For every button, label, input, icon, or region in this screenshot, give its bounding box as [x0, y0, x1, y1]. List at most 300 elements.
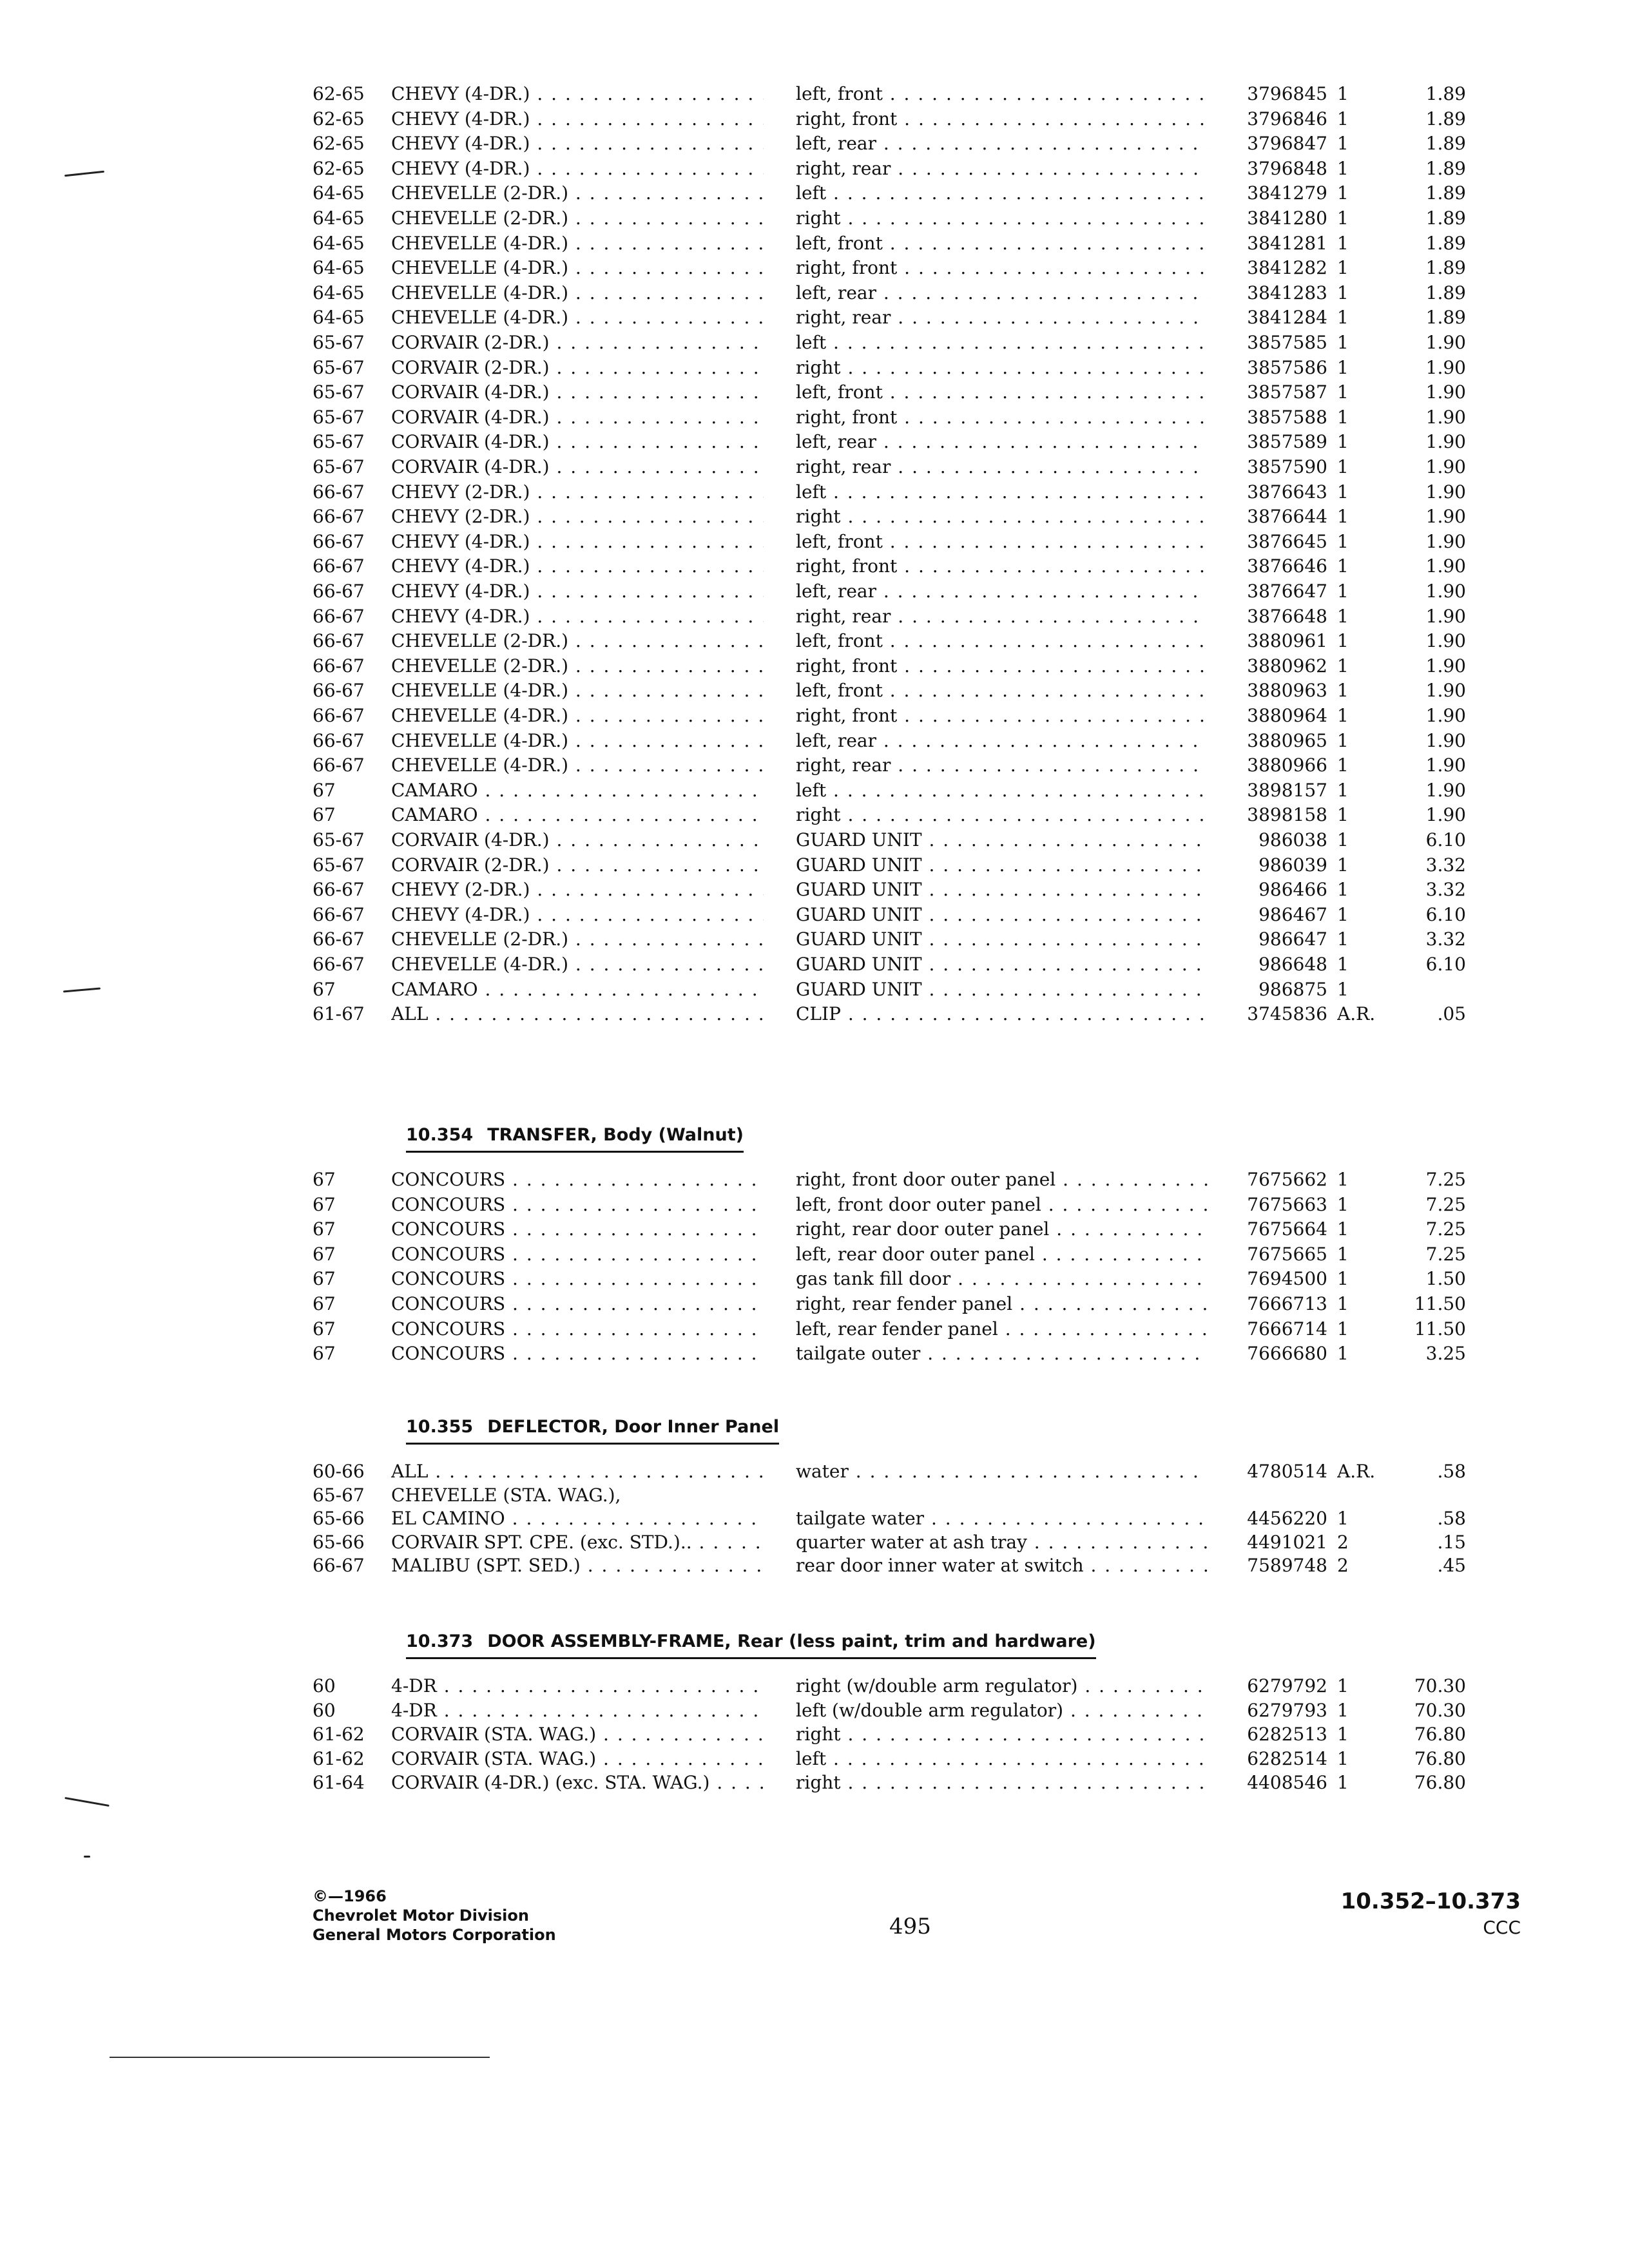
- table-row: [0, 181, 1629, 206]
- part-number-cell: 7694500: [1247, 1268, 1327, 1290]
- price-cell: 1.90: [1425, 356, 1466, 378]
- part-number-cell: 4408546: [1247, 1772, 1327, 1793]
- model-cell: CAMARO . . .: [391, 977, 764, 1002]
- quantity-cell: 1: [1337, 232, 1349, 254]
- description-cell: right . . .: [796, 505, 1208, 529]
- quantity-cell: 1: [1337, 431, 1349, 453]
- description-cell: CLIP . . .: [796, 1002, 1208, 1026]
- year-cell: 66-67: [313, 903, 365, 925]
- description-cell: right, rear . . .: [796, 455, 1208, 479]
- model-cell: CONCOURS . . .: [391, 1168, 764, 1192]
- price-cell: 1.90: [1425, 705, 1466, 726]
- table-row: [0, 1459, 1629, 1484]
- part-number-cell: 3796847: [1247, 133, 1327, 155]
- model-cell: CHEVY (4-DR.) . . .: [391, 157, 764, 181]
- table-row: [0, 380, 1629, 405]
- corporation-name: General Motors Corporation: [313, 1926, 556, 1944]
- division-name: Chevrolet Motor Division: [313, 1907, 529, 1925]
- quantity-cell: 1: [1337, 1169, 1349, 1190]
- price-cell: 3.32: [1425, 854, 1466, 876]
- section-title: DEFLECTOR, Door Inner Panel: [487, 1417, 780, 1437]
- model-cell: CONCOURS . . .: [391, 1242, 764, 1267]
- price-cell: 70.30: [1414, 1675, 1466, 1696]
- description-cell: left, front . . .: [796, 530, 1208, 554]
- quantity-cell: 1: [1337, 804, 1349, 826]
- description-cell: left, rear . . .: [796, 430, 1208, 454]
- price-cell: 1.90: [1425, 630, 1466, 652]
- year-cell: 64-65: [313, 257, 365, 279]
- quantity-cell: 2: [1337, 1555, 1349, 1576]
- section-heading-10-354: [406, 1122, 744, 1153]
- quantity-cell: 1: [1337, 1772, 1349, 1793]
- model-cell: CORVAIR (2-DR.) . . .: [391, 356, 764, 380]
- price-cell: 1.90: [1425, 481, 1466, 503]
- part-number-cell: 3876648: [1247, 605, 1327, 627]
- quantity-cell: 1: [1337, 954, 1349, 975]
- part-number-cell: 3857590: [1247, 456, 1327, 477]
- part-number-cell: 6279793: [1247, 1699, 1327, 1721]
- description-cell: left . . .: [796, 480, 1208, 505]
- description-cell: left, front . . .: [796, 380, 1208, 405]
- year-cell: 62-65: [313, 133, 365, 155]
- price-cell: 1.89: [1425, 83, 1466, 104]
- year-cell: 61-64: [313, 1772, 365, 1793]
- part-number-cell: 4780514: [1247, 1461, 1327, 1482]
- price-cell: 1.89: [1425, 282, 1466, 303]
- year-cell: 67: [313, 1218, 336, 1240]
- table-row: [0, 1698, 1629, 1723]
- table-row: [0, 1722, 1629, 1747]
- model-cell: CHEVELLE (4-DR.) . . .: [391, 753, 764, 778]
- price-cell: 1.90: [1425, 406, 1466, 428]
- table-row: [0, 903, 1629, 927]
- price-cell: .58: [1437, 1461, 1466, 1482]
- part-number-cell: 3880961: [1247, 630, 1327, 652]
- model-cell: CHEVELLE (2-DR.) . . .: [391, 629, 764, 653]
- quantity-cell: 1: [1337, 1193, 1349, 1215]
- quantity-cell: 1: [1337, 157, 1349, 179]
- publisher-block: [313, 1887, 556, 1945]
- description-cell: left, rear door outer panel . . .: [796, 1242, 1208, 1267]
- quantity-cell: 1: [1337, 356, 1349, 378]
- table-row: [0, 206, 1629, 231]
- quantity-cell: 1: [1337, 605, 1349, 627]
- part-number-cell: 3880964: [1247, 705, 1327, 726]
- price-cell: 1.90: [1425, 779, 1466, 801]
- table-row: [0, 1002, 1629, 1026]
- model-cell: CHEVELLE (2-DR.) . . .: [391, 927, 764, 952]
- table-row: [0, 430, 1629, 454]
- model-cell: CHEVY (4-DR.) . . .: [391, 604, 764, 629]
- description-cell: tailgate water . . .: [796, 1506, 1208, 1531]
- model-cell: CHEVY (4-DR.) . . .: [391, 530, 764, 554]
- quantity-cell: 1: [1337, 1243, 1349, 1265]
- model-cell: CORVAIR (4-DR.) . . .: [391, 430, 764, 454]
- part-number-cell: 3857587: [1247, 381, 1327, 403]
- year-cell: 65-67: [313, 356, 365, 378]
- quantity-cell: 1: [1337, 381, 1349, 403]
- part-number-cell: 6282513: [1247, 1724, 1327, 1745]
- price-cell: 1.90: [1425, 655, 1466, 677]
- table-row: [0, 157, 1629, 181]
- description-cell: right, rear door outer panel . . .: [796, 1217, 1208, 1242]
- table-row: [0, 305, 1629, 330]
- description-cell: right . . .: [796, 206, 1208, 231]
- section-title: DOOR ASSEMBLY-FRAME, Rear (less paint, trim and hardware): [487, 1631, 1096, 1651]
- year-cell: 60: [313, 1699, 336, 1721]
- model-cell: CHEVY (4-DR.) . . .: [391, 579, 764, 604]
- year-cell: 62-65: [313, 157, 365, 179]
- part-number-cell: 986467: [1258, 903, 1327, 925]
- model-cell: 4-DR . . .: [391, 1698, 764, 1723]
- section-range: 10.352–10.373: [1340, 1888, 1521, 1914]
- model-cell: CHEVY (4-DR.) . . .: [391, 554, 764, 579]
- description-cell: right, front . . .: [796, 554, 1208, 579]
- quantity-cell: 1: [1337, 481, 1349, 503]
- description-cell: left, rear . . .: [796, 729, 1208, 753]
- section-heading-10-355: [406, 1414, 779, 1445]
- description-cell: right, rear . . .: [796, 753, 1208, 778]
- model-cell: CHEVELLE (4-DR.) . . .: [391, 281, 764, 305]
- part-number-cell: 7666714: [1247, 1318, 1327, 1340]
- part-number-cell: 6279792: [1247, 1675, 1327, 1696]
- description-cell: left, rear fender panel . . .: [796, 1317, 1208, 1341]
- price-cell: 11.50: [1414, 1318, 1466, 1340]
- binder-mark: [84, 1856, 90, 1858]
- description-cell: right, rear . . .: [796, 604, 1208, 629]
- year-cell: 61-62: [313, 1747, 365, 1769]
- year-cell: 65-67: [313, 406, 365, 428]
- model-cell: CHEVELLE (4-DR.) . . .: [391, 305, 764, 330]
- year-cell: 65-67: [313, 456, 365, 477]
- part-number-cell: 3880963: [1247, 680, 1327, 702]
- quantity-cell: 1: [1337, 903, 1349, 925]
- year-cell: 65-66: [313, 1508, 365, 1529]
- description-cell: rear door inner water at switch . . .: [796, 1553, 1208, 1578]
- part-number-cell: 3876644: [1247, 506, 1327, 528]
- price-cell: 1.90: [1425, 605, 1466, 627]
- model-cell: CORVAIR (4-DR.) . . .: [391, 405, 764, 430]
- model-cell: CORVAIR (STA. WAG.) . . .: [391, 1722, 764, 1747]
- part-number-cell: 4491021: [1247, 1531, 1327, 1553]
- table-row: [0, 952, 1629, 977]
- scan-edge-rule: [110, 2057, 490, 2058]
- description-cell: left, front . . .: [796, 82, 1208, 106]
- table-row: [0, 753, 1629, 778]
- model-cell: CHEVELLE (4-DR.) . . .: [391, 729, 764, 753]
- price-cell: 1.89: [1425, 207, 1466, 229]
- year-cell: 64-65: [313, 232, 365, 254]
- price-cell: 1.90: [1425, 754, 1466, 776]
- description-cell: right . . .: [796, 1722, 1208, 1747]
- table-row: [0, 977, 1629, 1002]
- quantity-cell: 1: [1337, 182, 1349, 204]
- part-number-cell: 7675664: [1247, 1218, 1327, 1240]
- year-cell: 66-67: [313, 879, 365, 901]
- year-cell: 66-67: [313, 1555, 365, 1576]
- year-cell: 67: [313, 779, 336, 801]
- model-cell: CONCOURS . . .: [391, 1217, 764, 1242]
- quantity-cell: 1: [1337, 680, 1349, 702]
- model-cell: CORVAIR (STA. WAG.) . . .: [391, 1747, 764, 1771]
- part-number-cell: 7666713: [1247, 1293, 1327, 1314]
- price-cell: 1.90: [1425, 581, 1466, 602]
- table-row: [0, 1553, 1629, 1578]
- description-cell: right, front . . .: [796, 107, 1208, 131]
- year-cell: 60: [313, 1675, 336, 1696]
- catalog-code: CCC: [1483, 1917, 1521, 1938]
- price-cell: 11.50: [1414, 1293, 1466, 1314]
- part-number-cell: 3796846: [1247, 108, 1327, 130]
- model-cell: CHEVELLE (4-DR.) . . .: [391, 256, 764, 280]
- model-cell: CHEVY (4-DR.) . . .: [391, 107, 764, 131]
- description-cell: GUARD UNIT . . .: [796, 927, 1208, 952]
- model-cell: CONCOURS . . .: [391, 1317, 764, 1341]
- year-cell: 65-67: [313, 1484, 365, 1506]
- model-cell: CORVAIR SPT. CPE. (exc. STD.).. . . .: [391, 1530, 764, 1555]
- quantity-cell: 1: [1337, 854, 1349, 876]
- year-cell: 67: [313, 804, 336, 826]
- year-cell: 66-67: [313, 555, 365, 577]
- model-cell: CORVAIR (4-DR.) (exc. STA. WAG.) . . .: [391, 1771, 764, 1795]
- description-cell: left . . .: [796, 778, 1208, 803]
- quantity-cell: 1: [1337, 456, 1349, 477]
- quantity-cell: 1: [1337, 655, 1349, 677]
- description-cell: right, front . . .: [796, 256, 1208, 280]
- year-cell: 65-67: [313, 431, 365, 453]
- year-cell: 67: [313, 1318, 336, 1340]
- table-row: [0, 654, 1629, 678]
- section-range-block: [1327, 1888, 1521, 1941]
- model-cell: CORVAIR (2-DR.) . . .: [391, 331, 764, 355]
- year-cell: 66-67: [313, 928, 365, 950]
- part-number-cell: 3876643: [1247, 481, 1327, 503]
- year-cell: 62-65: [313, 83, 365, 104]
- description-cell: right . . .: [796, 803, 1208, 827]
- table-row: [0, 455, 1629, 479]
- part-number-cell: 3841279: [1247, 182, 1327, 204]
- quantity-cell: 1: [1337, 630, 1349, 652]
- quantity-cell: 1: [1337, 1293, 1349, 1314]
- table-row: [0, 927, 1629, 952]
- part-number-cell: 7589748: [1247, 1555, 1327, 1576]
- description-cell: right, rear . . .: [796, 305, 1208, 330]
- quantity-cell: 1: [1337, 1724, 1349, 1745]
- table-row: [0, 778, 1629, 803]
- description-cell: left, front door outer panel . . .: [796, 1193, 1208, 1217]
- table-row: [0, 131, 1629, 156]
- price-cell: 7.25: [1425, 1243, 1466, 1265]
- year-cell: 67: [313, 1293, 336, 1314]
- table-row: [0, 1267, 1629, 1291]
- part-number-cell: 7666680: [1247, 1343, 1327, 1365]
- quantity-cell: 1: [1337, 1699, 1349, 1721]
- quantity-cell: 1: [1337, 1268, 1349, 1290]
- price-cell: 76.80: [1414, 1724, 1466, 1745]
- table-row: [0, 853, 1629, 878]
- quantity-cell: 1: [1337, 581, 1349, 602]
- quantity-cell: 1: [1337, 282, 1349, 303]
- table-row: [0, 1530, 1629, 1555]
- part-number-cell: 986875: [1258, 978, 1327, 1000]
- part-number-cell: 3876646: [1247, 555, 1327, 577]
- year-cell: 66-67: [313, 655, 365, 677]
- part-number-cell: 3880962: [1247, 655, 1327, 677]
- table-row: [0, 505, 1629, 529]
- part-number-cell: 3857589: [1247, 431, 1327, 453]
- table-row: [0, 554, 1629, 579]
- table-row: [0, 629, 1629, 653]
- year-cell: 66-67: [313, 481, 365, 503]
- description-cell: right, rear . . .: [796, 157, 1208, 181]
- year-cell: 66-67: [313, 506, 365, 528]
- table-row: [0, 1242, 1629, 1267]
- table-row: [0, 803, 1629, 827]
- part-number-cell: 3796845: [1247, 83, 1327, 104]
- model-cell: CHEVELLE (STA. WAG.),: [391, 1484, 621, 1506]
- table-row: [0, 530, 1629, 554]
- quantity-cell: 2: [1337, 1531, 1349, 1553]
- binder-mark: [64, 1797, 109, 1807]
- table-row: [0, 1217, 1629, 1242]
- quantity-cell: 1: [1337, 1318, 1349, 1340]
- price-cell: 1.89: [1425, 157, 1466, 179]
- year-cell: 64-65: [313, 207, 365, 229]
- table-row: [0, 82, 1629, 106]
- year-cell: 66-67: [313, 530, 365, 552]
- price-cell: .05: [1437, 1003, 1466, 1025]
- price-cell: .15: [1437, 1531, 1466, 1553]
- model-cell: CAMARO . . .: [391, 803, 764, 827]
- quantity-cell: 1: [1337, 83, 1349, 104]
- model-cell: CHEVELLE (2-DR.) . . .: [391, 181, 764, 206]
- part-number-cell: 986647: [1258, 928, 1327, 950]
- model-cell: CONCOURS . . .: [391, 1193, 764, 1217]
- quantity-cell: A.R.: [1337, 1003, 1376, 1025]
- price-cell: 1.90: [1425, 530, 1466, 552]
- price-cell: 6.10: [1425, 829, 1466, 850]
- part-number-cell: 3857585: [1247, 332, 1327, 353]
- description-cell: gas tank fill door . . .: [796, 1267, 1208, 1291]
- model-cell: CORVAIR (2-DR.) . . .: [391, 853, 764, 878]
- part-number-cell: 3841280: [1247, 207, 1327, 229]
- price-cell: .45: [1437, 1555, 1466, 1576]
- section-title: TRANSFER, Body (Walnut): [487, 1125, 744, 1145]
- description-cell: GUARD UNIT . . .: [796, 878, 1208, 902]
- year-cell: 65-67: [313, 381, 365, 403]
- year-cell: 65-67: [313, 829, 365, 850]
- price-cell: 1.89: [1425, 307, 1466, 329]
- quantity-cell: 1: [1337, 978, 1349, 1000]
- part-number-cell: 3876647: [1247, 581, 1327, 602]
- quantity-cell: 1: [1337, 829, 1349, 850]
- table-row: [0, 1771, 1629, 1795]
- quantity-cell: 1: [1337, 207, 1349, 229]
- model-cell: MALIBU (SPT. SED.) . . .: [391, 1553, 764, 1578]
- part-number-cell: 3796848: [1247, 157, 1327, 179]
- model-cell: CHEVELLE (2-DR.) . . .: [391, 206, 764, 231]
- description-cell: left, front . . .: [796, 678, 1208, 703]
- table-row: [0, 281, 1629, 305]
- description-cell: left . . .: [796, 1747, 1208, 1771]
- price-cell: 3.25: [1425, 1343, 1466, 1365]
- description-cell: right (w/double arm regulator) . . .: [796, 1674, 1208, 1698]
- year-cell: 66-67: [313, 705, 365, 726]
- year-cell: 67: [313, 1193, 336, 1215]
- description-cell: right, rear fender panel . . .: [796, 1292, 1208, 1316]
- part-number-cell: 7675665: [1247, 1243, 1327, 1265]
- price-cell: 1.90: [1425, 381, 1466, 403]
- part-number-cell: 3876645: [1247, 530, 1327, 552]
- quantity-cell: 1: [1337, 928, 1349, 950]
- quantity-cell: A.R.: [1337, 1461, 1376, 1482]
- year-cell: 67: [313, 1169, 336, 1190]
- year-cell: 66-67: [313, 754, 365, 776]
- quantity-cell: 1: [1337, 257, 1349, 279]
- price-cell: 1.89: [1425, 108, 1466, 130]
- quantity-cell: 1: [1337, 779, 1349, 801]
- table-row: [0, 878, 1629, 902]
- description-cell: GUARD UNIT . . .: [796, 828, 1208, 852]
- table-row: [0, 331, 1629, 355]
- table-row: [0, 1292, 1629, 1316]
- price-cell: 6.10: [1425, 954, 1466, 975]
- year-cell: 66-67: [313, 581, 365, 602]
- description-cell: left . . .: [796, 331, 1208, 355]
- price-cell: 6.10: [1425, 903, 1466, 925]
- table-row: [0, 405, 1629, 430]
- part-number-cell: 986648: [1258, 954, 1327, 975]
- part-number-cell: 3745836: [1247, 1003, 1327, 1025]
- description-cell: left, front . . .: [796, 629, 1208, 653]
- table-row: [0, 356, 1629, 380]
- model-cell: CORVAIR (4-DR.) . . .: [391, 380, 764, 405]
- table-row: [0, 729, 1629, 753]
- model-cell: CAMARO . . .: [391, 778, 764, 803]
- description-cell: left, rear . . .: [796, 579, 1208, 604]
- price-cell: 1.90: [1425, 332, 1466, 353]
- model-cell: CONCOURS . . .: [391, 1267, 764, 1291]
- quantity-cell: 1: [1337, 555, 1349, 577]
- description-cell: right, front . . .: [796, 704, 1208, 728]
- model-cell: CHEVY (2-DR.) . . .: [391, 505, 764, 529]
- price-cell: .58: [1437, 1508, 1466, 1529]
- year-cell: 65-67: [313, 332, 365, 353]
- quantity-cell: 1: [1337, 1675, 1349, 1696]
- table-row: [0, 1674, 1629, 1698]
- part-number-cell: 3841284: [1247, 307, 1327, 329]
- part-number-cell: 4456220: [1247, 1508, 1327, 1529]
- description-cell: tailgate outer . . .: [796, 1341, 1208, 1366]
- table-row: [0, 256, 1629, 280]
- quantity-cell: 1: [1337, 133, 1349, 155]
- part-number-cell: 6282514: [1247, 1747, 1327, 1769]
- section-number: 10.354: [406, 1125, 474, 1145]
- year-cell: 67: [313, 1343, 336, 1365]
- price-cell: 1.90: [1425, 804, 1466, 826]
- part-number-cell: 3898158: [1247, 804, 1327, 826]
- table-row: [0, 480, 1629, 505]
- quantity-cell: 1: [1337, 879, 1349, 901]
- part-number-cell: 3841282: [1247, 257, 1327, 279]
- year-cell: 66-67: [313, 680, 365, 702]
- description-cell: quarter water at ash tray . . .: [796, 1530, 1208, 1555]
- quantity-cell: 1: [1337, 1343, 1349, 1365]
- year-cell: 65-66: [313, 1531, 365, 1553]
- price-cell: 1.89: [1425, 133, 1466, 155]
- model-cell: CHEVELLE (4-DR.) . . .: [391, 704, 764, 728]
- year-cell: 60-66: [313, 1461, 365, 1482]
